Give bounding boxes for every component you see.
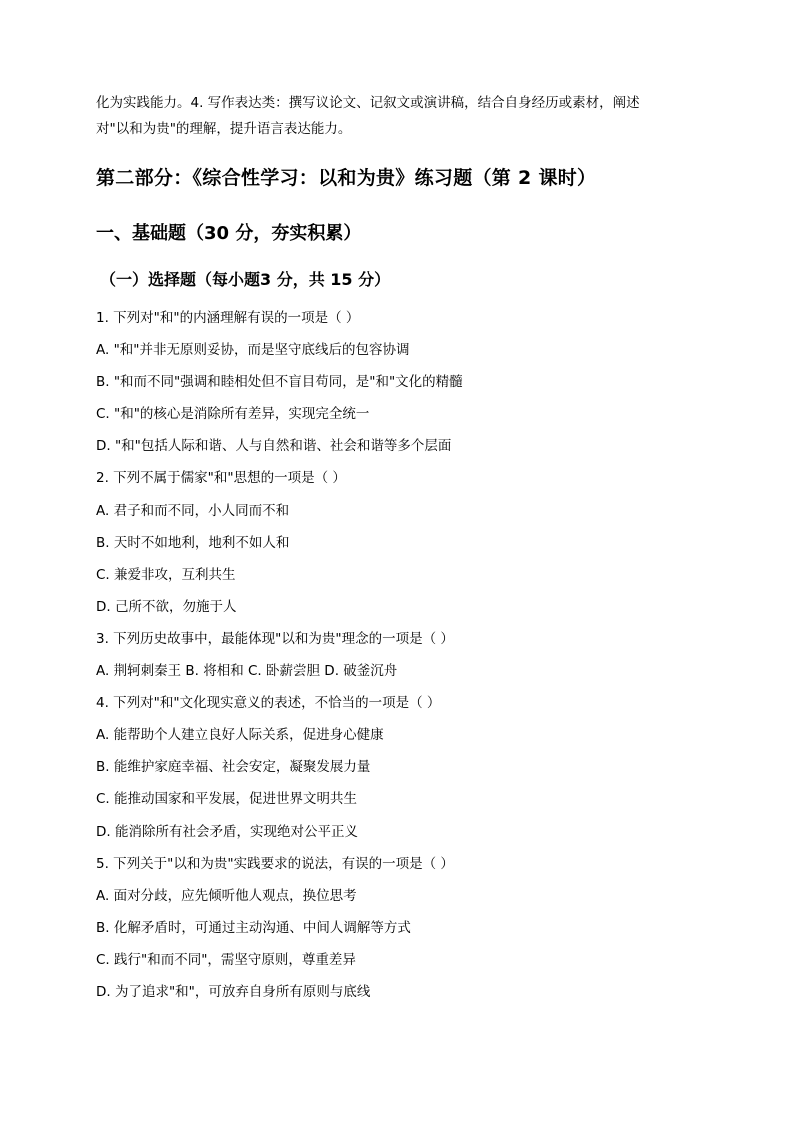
question-option: C. 践行"和而不同"，需坚守原则，尊重差异 — [96, 951, 356, 968]
question-list — [96, 302, 716, 1008]
question-option: C. "和"的核心是消除所有差异，实现完全统一 — [96, 406, 370, 423]
question-option: C. 能推动国家和平发展，促进世界文明共生 — [96, 791, 358, 808]
question-option: A. 君子和而不同，小人同而不和 — [96, 502, 290, 519]
section-title: 一、基础题（30 分，夯实积累） — [96, 223, 362, 244]
question-option: A. 面对分歧，应先倾听他人观点，换位思考 — [96, 887, 357, 904]
question-stem: 1. 下列对"和"的内涵理解有误的一项是（ ） — [96, 310, 360, 326]
question-option: C. 兼爱非攻，互利共生 — [96, 566, 236, 583]
question-option: B. 能维护家庭幸福、社会安定，凝聚发展力量 — [96, 759, 371, 776]
question-option: A. 能帮助个人建立良好人际关系，促进身心健康 — [96, 727, 384, 744]
question-option: A. 荆轲刺秦王 B. 将相和 C. 卧薪尝胆 D. 破釜沉舟 — [96, 663, 398, 680]
intro-line-2: 对"以和为贵"的理解，提升语言表达能力。 — [96, 121, 352, 137]
question-option: D. 为了追求"和"，可放弃自身所有原则与底线 — [96, 983, 371, 1000]
question-stem: 5. 下列关于"以和为贵"实践要求的说法，有误的一项是（ ） — [96, 855, 454, 872]
intro-paragraph — [96, 90, 706, 142]
subsection-title: （一）选择题（每小题3 分，共 15 分） — [100, 270, 391, 289]
question-option: D. 己所不欲，勿施于人 — [96, 598, 237, 615]
question-stem: 2. 下列不属于儒家"和"思想的一项是（ ） — [96, 470, 346, 487]
intro-line-1: 化为实践能力。4. 写作表达类：撰写议论文、记叙文或演讲稿，结合自身经历或素材，阐述 — [96, 95, 640, 111]
question-option: A. "和"并非无原则妥协，而是坚守底线后的包容协调 — [96, 342, 410, 359]
question-stem: 4. 下列对"和"文化现实意义的表述，不恰当的一项是（ ） — [96, 695, 441, 712]
question-option: D. "和"包括人际和谐、人与自然和谐、社会和谐等多个层面 — [96, 438, 452, 455]
question-option: B. "和而不同"强调和睦相处但不盲目苟同，是"和"文化的精髓 — [96, 374, 463, 391]
question-option: D. 能消除所有社会矛盾，实现绝对公平正义 — [96, 823, 358, 840]
part-title: 第二部分：《综合性学习：以和为贵》练习题（第 2 课时） — [96, 167, 597, 189]
question-option: B. 天时不如地利，地利不如人和 — [96, 534, 290, 551]
question-option: B. 化解矛盾时，可通过主动沟通、中间人调解等方式 — [96, 919, 411, 936]
question-stem: 3. 下列历史故事中，最能体现"以和为贵"理念的一项是（ ） — [96, 630, 454, 647]
